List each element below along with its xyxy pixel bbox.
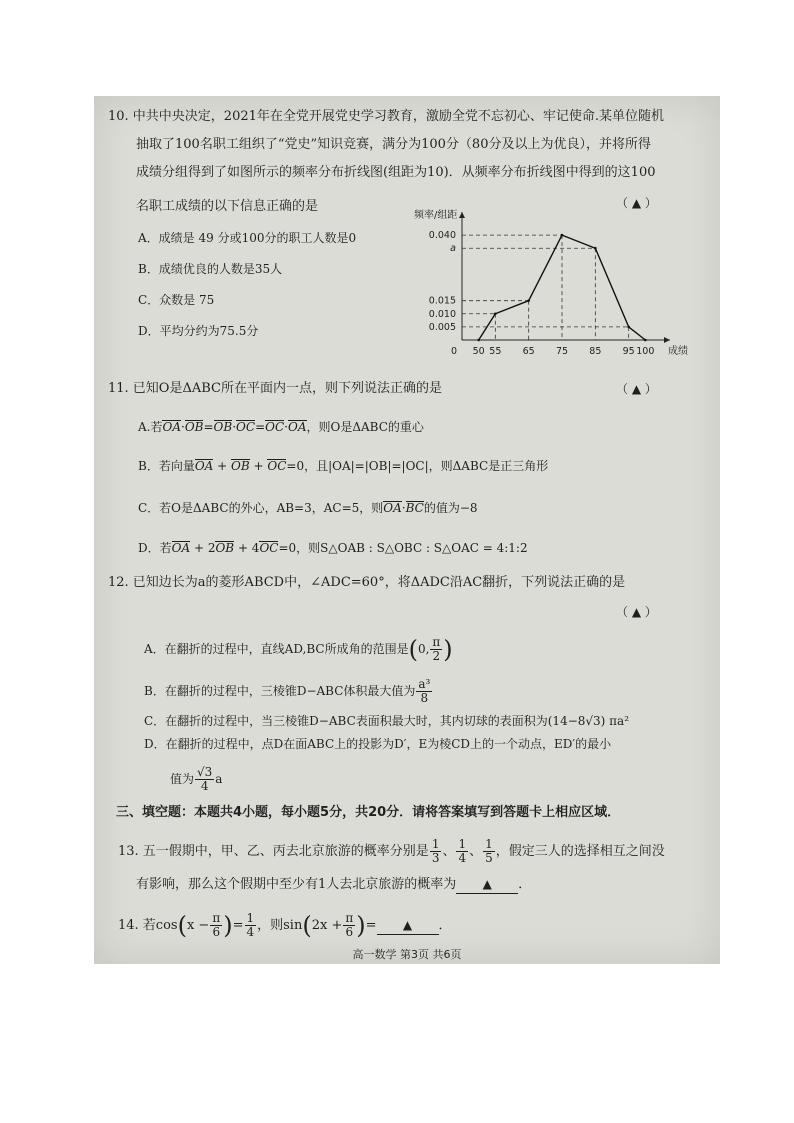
vector-ob: OB xyxy=(184,420,204,434)
frac-den: 6 xyxy=(345,925,354,939)
q11b-pre: B．若向量 xyxy=(138,459,195,473)
frac-den: 8 xyxy=(420,691,429,705)
q10-line1: 10. 中共中央决定，2021年在全党开展党史学习教育，激励全党不忘初心、牢记使命.某单位随机 xyxy=(108,109,665,124)
data-point xyxy=(561,234,564,237)
q12-answer-mark: （ ▲ ） xyxy=(616,605,657,619)
right-paren: ) xyxy=(443,635,453,664)
q12d-pre: 值为 xyxy=(170,772,195,786)
pi-over-six xyxy=(210,912,222,939)
q14-mid: ，则sin xyxy=(257,918,303,933)
vector-oc: OC xyxy=(236,420,256,434)
y-axis-label: 频率/组距 xyxy=(414,210,458,221)
q14-answer-blank: ▲ xyxy=(377,916,439,935)
q11-option-a: A.若OA·OB=OB·OC=OC·OA，则O是ΔABC的重心 xyxy=(138,420,424,434)
q11-option-c: C．若O是ΔABC的外心，AB=3，AC=5，则OA·BC的值为−8 xyxy=(138,501,478,515)
frac-num: 1 xyxy=(431,837,440,851)
data-point xyxy=(644,339,647,342)
frac-num: 1 xyxy=(485,837,493,851)
vector-oc: OC xyxy=(259,541,279,555)
left-paren: ( xyxy=(408,635,418,664)
q14-inner1: x − xyxy=(186,918,210,933)
vector-ob: OB xyxy=(215,541,235,555)
q12-stem: 12. 已知边长为a的菱形ABCD中，∠ADC=60°，将ΔADC沿AC翻折，下列说法正确的是 xyxy=(108,575,626,590)
section-3-heading: 三、填空题：本题共4小题，每小题5分，共20分．请将答案填写到答题卡上相应区域． xyxy=(116,805,621,820)
q11-answer-mark: （ ▲ ） xyxy=(616,382,657,396)
vector-oa-2: OA xyxy=(287,420,307,434)
y-tick-label: 0.015 xyxy=(428,295,456,307)
frac-den: 5 xyxy=(485,851,493,865)
q11-stem: 11. 已知O是ΔABC所在平面内一点，则下列说法正确的是 xyxy=(108,381,442,396)
frac-den: 4 xyxy=(200,779,209,793)
y-axis-arrow xyxy=(459,212,465,218)
q12a-interval: 0, xyxy=(417,642,430,656)
data-point xyxy=(594,247,597,250)
page-footer: 高一数学 第3页 共6页 xyxy=(352,948,462,961)
pi-over-two xyxy=(430,636,442,663)
x-tick-label: 95 xyxy=(622,346,635,357)
y-tick-label: 0.005 xyxy=(428,321,456,333)
q12-option-b xyxy=(144,678,433,705)
series-segment xyxy=(629,327,646,340)
q14-eq: = xyxy=(232,918,244,933)
x-tick-label: 0 xyxy=(450,346,458,357)
vector-oa: OA xyxy=(194,459,214,473)
q10-option-a: A．成绩是 49 分或100分的职工人数是0 xyxy=(138,231,357,245)
right-paren: ) xyxy=(223,911,233,940)
vector-oa: OA xyxy=(383,501,402,515)
frac-num: √3 xyxy=(197,765,213,779)
q14-line: 14. 若cos(x − $\frac{\pi}{6}$ )= $\frac{1}{4}$ ，则sin(2x + $\frac{\pi}{6}$ )= ▲ ． xyxy=(118,911,452,940)
q10-line4: 名职工成绩的以下信息正确的是 xyxy=(136,199,319,214)
a-cubed-over-eight xyxy=(416,678,432,705)
y-tick-label: 0.040 xyxy=(428,230,456,242)
vector-ob: OB xyxy=(231,459,250,473)
x-axis-label: 成绩 xyxy=(668,346,688,357)
q12d-post: a xyxy=(215,772,223,786)
x-axis-arrow xyxy=(664,337,670,343)
q10-line3: 成绩分组得到了如图所示的频率分布折线图(组距为10)．从频率分布折线图中得到的这100 xyxy=(136,165,656,180)
data-point xyxy=(627,326,630,329)
q10-option-c: C．众数是 75 xyxy=(138,293,215,307)
q11d-post: =0，则S△OAB : S△OBC : S△OAC = 4:1:2 xyxy=(278,541,528,555)
q14-inner2: 2x + xyxy=(311,918,343,933)
q12-option-c: C．在翻折的过程中，当三棱锥D−ABC表面积最大时，其内切球的表面积为(14−8√3) πa² xyxy=(144,714,630,728)
vector-oc: OC xyxy=(267,459,287,473)
q12b-pre: B．在翻折的过程中，三棱锥D−ABC体积最大值为 xyxy=(144,684,416,698)
data-point xyxy=(527,299,530,302)
q12a-pre: A．在翻折的过程中，直线AD,BC所成角的范围是 xyxy=(144,642,409,656)
data-point xyxy=(494,312,497,315)
series-segment xyxy=(595,248,628,327)
q13-end: ． xyxy=(518,877,532,892)
frac-num: 1 xyxy=(246,911,255,925)
right-paren: ) xyxy=(356,911,366,940)
series-segment xyxy=(562,235,595,248)
pi-over-six-2 xyxy=(343,912,355,939)
vector-bc: BC xyxy=(405,501,424,515)
x-tick-label: 100 xyxy=(636,346,655,357)
q12-option-a xyxy=(144,636,453,663)
frac-den: 6 xyxy=(212,925,221,939)
one-quarter xyxy=(245,912,257,939)
q14-pre: 14. 若cos xyxy=(118,918,178,933)
vector-ob-2: OB xyxy=(213,420,233,434)
frequency-polygon-chart xyxy=(404,208,688,358)
q13-line1: 13. 五一假期中，甲、乙、丙去北京旅游的概率分别是 $\frac{1}{3}$ 、 $\frac{1}{4}$ 、 $\frac{1}{5}$ ，假定三人的选择相互之间没 xyxy=(118,837,665,865)
one-third xyxy=(430,838,442,865)
q10-line2: 抽取了100名职工组织了“党史”知识竞赛，满分为100分（80分及以上为优良），并将所得 xyxy=(136,137,651,152)
q13-post: ，假定三人的选择相互之间没 xyxy=(495,844,665,859)
q14-end: ． xyxy=(438,918,452,933)
vector-oa: OA xyxy=(162,420,181,434)
q13-line2 xyxy=(136,875,531,894)
x-tick-label: 85 xyxy=(589,346,602,357)
frac-den: 4 xyxy=(246,925,255,939)
frac-num: π xyxy=(212,911,221,925)
vector-oc-2: OC xyxy=(265,420,285,434)
q13-answer-blank: ▲ xyxy=(456,875,518,894)
left-paren: ( xyxy=(302,911,312,940)
vector-oa: OA xyxy=(171,541,191,555)
one-quarter xyxy=(456,838,468,865)
series-segment xyxy=(495,301,528,314)
exam-page xyxy=(94,96,720,964)
x-tick-label: 50 xyxy=(472,346,485,357)
series-segment xyxy=(529,235,562,301)
data-point xyxy=(477,339,480,342)
frac-num: 1 xyxy=(458,837,467,851)
q11a-pre: A.若 xyxy=(138,420,163,434)
frac-num: a³ xyxy=(418,677,431,691)
q11b-post: =0，且|OA|=|OB|=|OC|，则ΔABC是正三角形 xyxy=(286,459,549,473)
q12-option-d: D．在翻折的过程中，点D在面ABC上的投影为D′，E为棱CD上的一个动点，ED′的最小 xyxy=(144,737,612,751)
q13-pre: 13. 五一假期中，甲、乙、丙去北京旅游的概率分别是 xyxy=(118,844,429,859)
x-tick-label: 55 xyxy=(489,346,502,357)
sqrt3-over-4 xyxy=(195,766,214,793)
frac-den: 4 xyxy=(458,851,467,865)
frac-den: 3 xyxy=(431,851,440,865)
q11d-pre: D．若 xyxy=(138,541,172,555)
q11-option-d: D．若OA + 2OB + 4OC=0，则S△OAB : S△OBC : S△OAC = 4:1:2 xyxy=(138,541,528,555)
q11-option-b: B．若向量OA + OB + OC=0，且|OA|=|OB|=|OC|，则ΔABC是正三角形 xyxy=(138,459,549,473)
one-fifth xyxy=(483,838,495,865)
q10-option-d: D．平均分约为75.5分 xyxy=(138,324,259,338)
q10-answer-mark: （ ▲ ） xyxy=(616,196,657,210)
q10-option-b: B．成绩优良的人数是35人 xyxy=(138,262,283,276)
left-paren: ( xyxy=(177,911,187,940)
frac-num: π xyxy=(432,635,441,649)
q13-line2-text: 有影响，那么这个假期中至少有1人去北京旅游的概率为 xyxy=(136,877,457,892)
y-tick-label: 0.010 xyxy=(428,308,456,320)
x-tick-label: 75 xyxy=(555,346,569,357)
x-tick-label: 65 xyxy=(522,346,535,357)
q11a-post: ，则O是ΔABC的重心 xyxy=(306,420,424,434)
q11c-post: 的值为−8 xyxy=(423,501,478,515)
q12-option-d-line2 xyxy=(170,766,222,793)
q11c-pre: C．若O是ΔABC的外心，AB=3，AC=5，则 xyxy=(138,501,384,515)
frac-den: 2 xyxy=(432,649,441,663)
y-tick-label: a xyxy=(450,243,456,255)
frac-num: π xyxy=(345,911,354,925)
